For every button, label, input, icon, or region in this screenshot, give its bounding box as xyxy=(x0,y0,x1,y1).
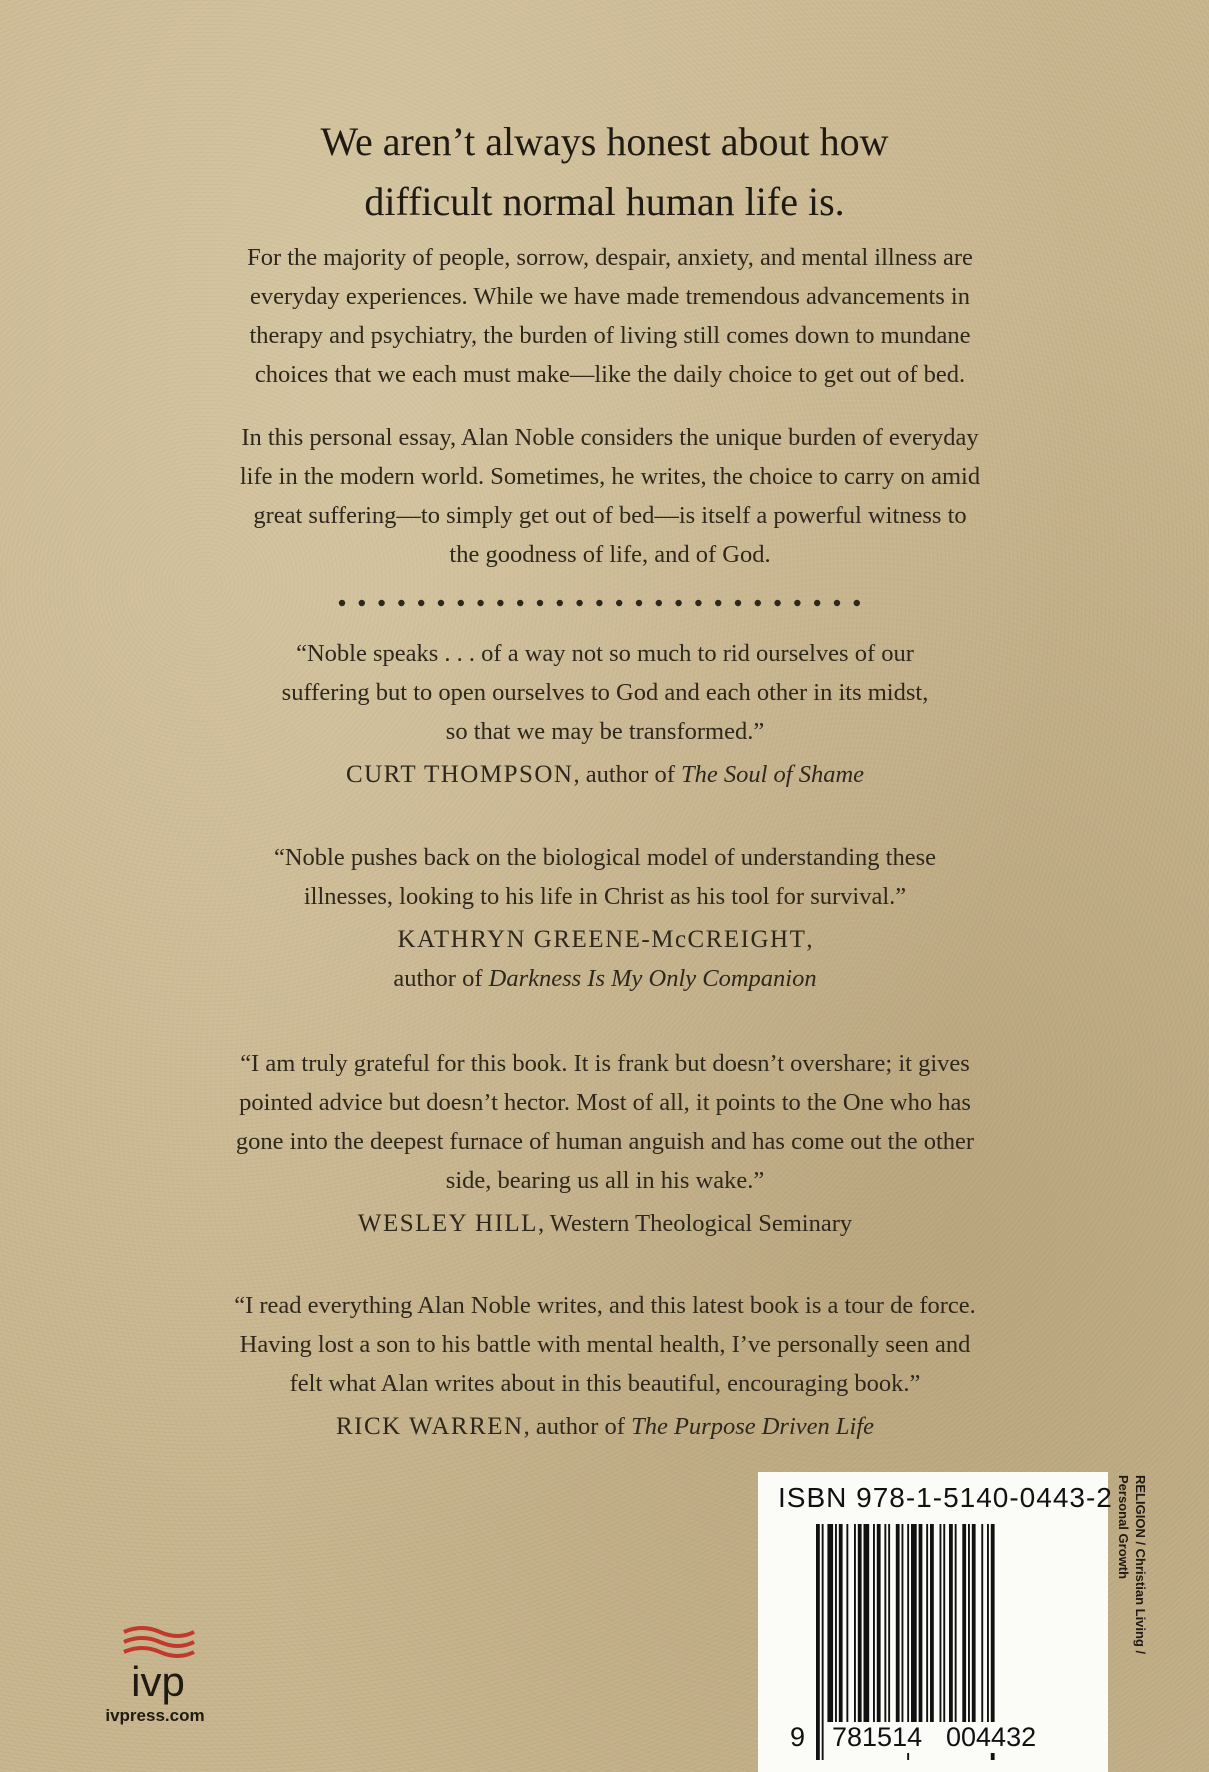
endorser-name: WESLEY HILL xyxy=(357,1210,538,1237)
divider-dot xyxy=(418,600,424,606)
barcode-bar xyxy=(854,1524,856,1722)
headline-line-2: difficult normal human life is. xyxy=(364,179,845,224)
divider-dot xyxy=(576,600,582,606)
bisac-category xyxy=(1115,1475,1149,1654)
barcode-bar xyxy=(987,1524,989,1722)
intro-line: therapy and psychiatry, the burden of living still comes down to mundane xyxy=(249,322,971,349)
publisher-url: ivpress.com xyxy=(105,1706,205,1725)
barcode-digits-left: 781514 xyxy=(832,1722,923,1752)
barcode-bar xyxy=(822,1524,824,1760)
divider-dot xyxy=(438,600,444,606)
endorser-role: , Western Theological Seminary xyxy=(537,1210,853,1237)
essay-line: the goodness of life, and of God. xyxy=(449,541,771,568)
divider-dot xyxy=(854,600,860,606)
intro-paragraph xyxy=(130,238,1090,394)
quote-line: side, bearing us all in his wake.” xyxy=(445,1167,765,1194)
isbn-label: ISBN 978-1-5140-0443-2 xyxy=(778,1482,1113,1513)
divider-dot xyxy=(616,600,622,606)
divider-dot xyxy=(656,600,662,606)
divider-dot xyxy=(596,600,602,606)
barcode-bar xyxy=(873,1524,875,1722)
category-line-2: Personal Growth xyxy=(1116,1475,1131,1580)
intro-line: everyday experiences. While we have made tremendous advancements in xyxy=(250,283,970,310)
barcode-bar xyxy=(981,1524,983,1722)
divider-dot xyxy=(359,600,365,606)
barcode-bar xyxy=(962,1524,966,1722)
endorser-name: KATHRYN GREENE-McCREIGHT xyxy=(397,926,807,953)
isbn-barcode xyxy=(758,1472,1113,1772)
quote-line: suffering but to open ourselves to God and each other in its midst, xyxy=(281,679,929,706)
essay-line: In this personal essay, Alan Noble considers the unique burden of everyday xyxy=(241,424,979,451)
divider-dot xyxy=(675,600,681,606)
endorser-attribution xyxy=(110,755,1100,794)
divider-dot xyxy=(695,600,701,606)
divider-dot xyxy=(715,600,721,606)
barcode-bar xyxy=(968,1524,970,1722)
divider-dot xyxy=(774,600,780,606)
dotted-divider xyxy=(338,596,868,610)
barcode-bar xyxy=(972,1524,976,1722)
headline-line-1: We aren’t always honest about how xyxy=(320,119,889,164)
endorser-role: , author of xyxy=(523,1413,632,1440)
barcode-bar xyxy=(877,1524,881,1722)
endorser-name: RICK WARREN xyxy=(335,1413,524,1440)
barcode-bar xyxy=(902,1524,904,1722)
divider-dot xyxy=(834,600,840,606)
barcode-bar xyxy=(858,1524,862,1722)
divider-dot xyxy=(537,600,543,606)
quote-line: “I am truly grateful for this book. It is frank but doesn’t overshare; it gives xyxy=(240,1050,970,1077)
endorsement-wesley-hill xyxy=(110,1044,1100,1243)
headline xyxy=(0,112,1209,232)
barcode-bar xyxy=(835,1524,837,1722)
quote-line: pointed advice but doesn’t hector. Most of all, it points to the One who has xyxy=(239,1089,971,1116)
endorser-role: , xyxy=(806,926,813,953)
category-line-1: RELIGION / Christian Living / xyxy=(1133,1475,1148,1655)
barcode-bar xyxy=(816,1524,820,1760)
endorser-role-2: author of xyxy=(393,965,489,992)
endorser-attribution xyxy=(110,1204,1100,1243)
endorser-attribution xyxy=(110,1407,1100,1446)
barcode-bar xyxy=(839,1524,843,1722)
endorser-name: CURT THOMPSON xyxy=(345,761,574,788)
divider-dot xyxy=(814,600,820,606)
endorser-work: The Soul of Shame xyxy=(680,761,865,788)
barcode-bar xyxy=(864,1524,870,1722)
quote-line: “Noble pushes back on the biological model of understanding these xyxy=(273,844,936,871)
barcode-digits-right: 004432 xyxy=(946,1722,1037,1752)
endorsement-kathryn-greene-mccreight xyxy=(110,838,1100,998)
essay-paragraph xyxy=(130,418,1090,574)
barcode-bar xyxy=(888,1524,890,1722)
intro-line: choices that we each must make—like the daily choice to get out of bed. xyxy=(254,361,966,388)
divider-dot xyxy=(477,600,483,606)
barcode-bar xyxy=(949,1524,953,1722)
barcode-digit-first: 9 xyxy=(790,1722,806,1752)
divider-dot xyxy=(794,600,800,606)
divider-dot xyxy=(458,600,464,606)
logo-text: ivp xyxy=(131,1658,185,1705)
barcode-bar xyxy=(940,1524,942,1722)
barcode-bar xyxy=(827,1524,833,1722)
barcode-bar xyxy=(943,1524,945,1722)
divider-dot xyxy=(398,600,404,606)
divider-dot xyxy=(339,600,345,606)
divider-dot xyxy=(755,600,761,606)
endorser-work: The Purpose Driven Life xyxy=(631,1413,875,1440)
quote-line: so that we may be transformed.” xyxy=(445,718,765,745)
barcode-bar xyxy=(884,1524,886,1722)
divider-dot xyxy=(497,600,503,606)
endorser-work: Darkness Is My Only Companion xyxy=(488,965,817,992)
essay-line: life in the modern world. Sometimes, he writes, the choice to carry on amid xyxy=(239,463,981,490)
barcode-bar xyxy=(955,1524,957,1722)
quote-line: felt what Alan writes about in this beautiful, encouraging book.” xyxy=(289,1370,921,1397)
quote-line: “I read everything Alan Noble writes, and this latest book is a tour de force. xyxy=(234,1292,976,1319)
intro-line: For the majority of people, sorrow, despair, anxiety, and mental illness are xyxy=(247,244,973,271)
divider-dot xyxy=(636,600,642,606)
divider-dot xyxy=(735,600,741,606)
quote-line: “Noble speaks . . . of a way not so much to rid ourselves of our xyxy=(296,640,914,667)
endorser-attribution xyxy=(110,920,1100,959)
endorsement-curt-thompson xyxy=(110,634,1100,794)
barcode-bar xyxy=(930,1524,934,1722)
quote-line: illnesses, looking to his life in Christ as his tool for survival.” xyxy=(303,883,907,910)
endorser-work-line xyxy=(110,959,1100,998)
barcode-bar xyxy=(846,1524,848,1722)
divider-dot xyxy=(378,600,384,606)
quote-line: Having lost a son to his battle with mental health, I’ve personally seen and xyxy=(239,1331,971,1358)
endorsement-rick-warren xyxy=(110,1286,1100,1446)
divider-dot xyxy=(517,600,523,606)
barcode-bar xyxy=(911,1524,917,1722)
essay-line: great suffering—to simply get out of bed—is itself a powerful witness to xyxy=(253,502,967,529)
barcode-bar xyxy=(919,1524,923,1722)
divider-dot xyxy=(557,600,563,606)
quote-line: gone into the deepest furnace of human anguish and has come out the other xyxy=(235,1128,975,1155)
barcode-bar xyxy=(896,1524,900,1722)
barcode-bar xyxy=(926,1524,928,1722)
endorser-role: , author of xyxy=(573,761,681,788)
